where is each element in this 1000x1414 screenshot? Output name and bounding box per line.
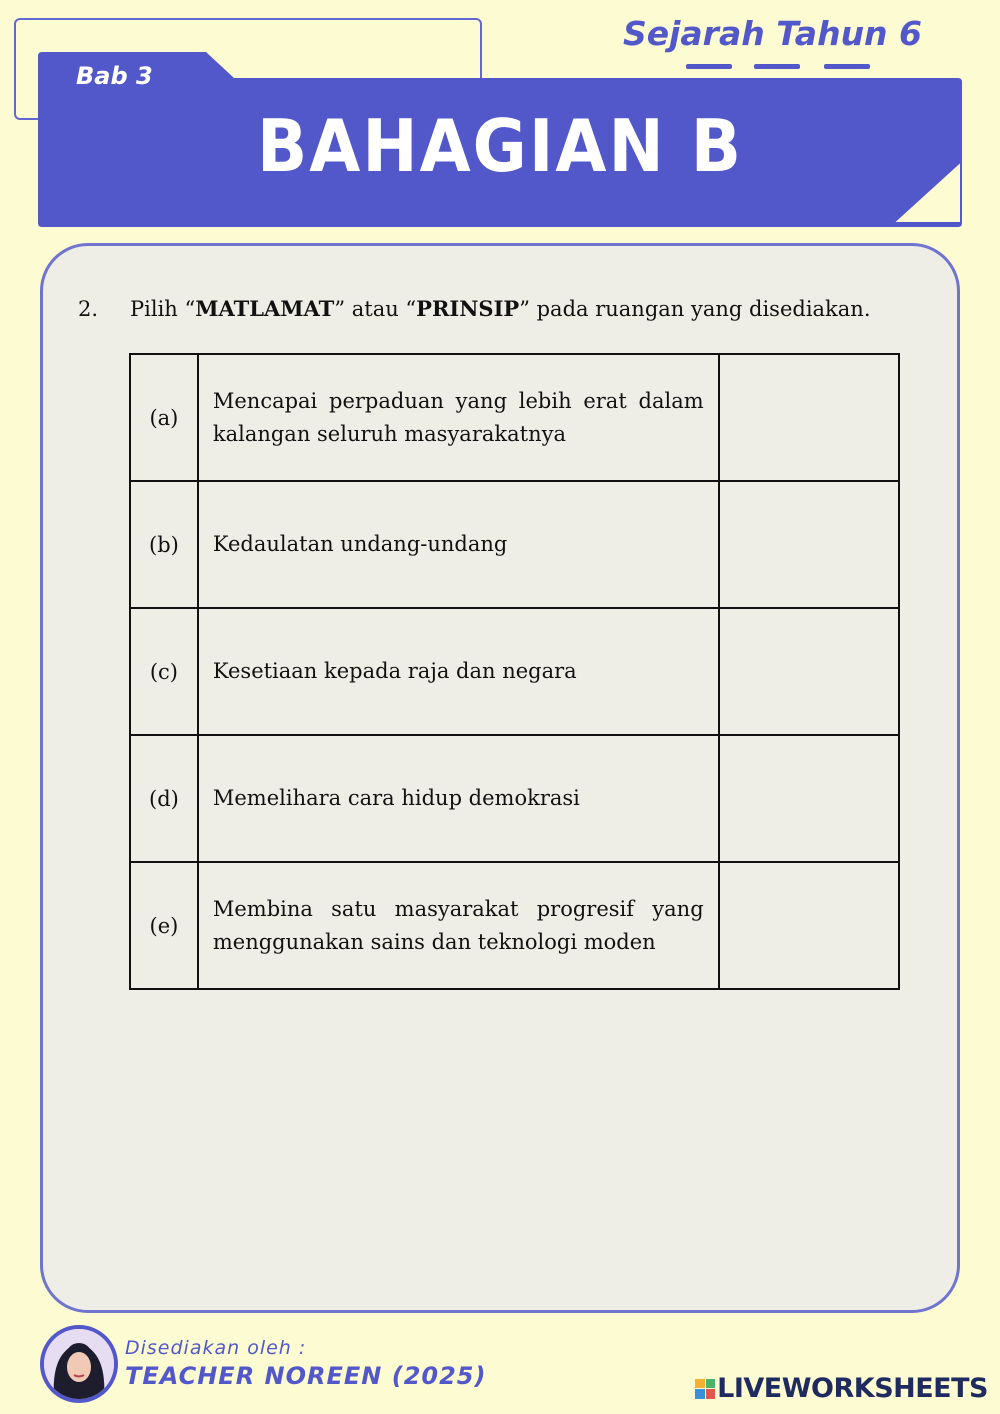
answer-box-b[interactable] [719, 481, 899, 608]
answer-box-d[interactable] [719, 735, 899, 862]
answer-box-c[interactable] [719, 608, 899, 735]
teacher-avatar [40, 1325, 118, 1403]
prepared-by-label: Disediakan oleh : [125, 1337, 307, 1359]
row-statement: Kedaulatan undang-undang [198, 481, 719, 608]
row-statement: Kesetiaan kepada raja dan negara [198, 608, 719, 735]
question-suffix: ” pada ruangan yang disediakan. [519, 297, 871, 321]
section-title: BAHAGIAN B [256, 104, 744, 189]
answer-box-e[interactable] [719, 862, 899, 989]
brand-logo[interactable] [695, 1373, 988, 1404]
teacher-name: TEACHER NOREEN (2025) [125, 1362, 487, 1390]
row-label: (a) [130, 354, 198, 481]
subject-title: Sejarah Tahun 6 [622, 14, 922, 53]
answer-table [129, 353, 900, 990]
avatar-portrait-icon [44, 1329, 114, 1399]
table-row [130, 608, 899, 735]
table-row [130, 862, 899, 989]
brand-grid-icon [695, 1379, 715, 1399]
option-prinsip: PRINSIP [416, 296, 520, 321]
row-statement: Membina satu masyarakat progresif yang menggunakan sains dan teknologi moden [198, 862, 719, 989]
row-label: (c) [130, 608, 198, 735]
row-label: (d) [130, 735, 198, 862]
question-prefix: Pilih “ [130, 297, 196, 321]
question-middle: ” atau “ [334, 297, 417, 321]
answer-box-a[interactable] [719, 354, 899, 481]
table-row [130, 481, 899, 608]
question-number: 2. [78, 297, 99, 321]
row-statement: Mencapai perpaduan yang lebih erat dalam kalangan seluruh masyarakatnya [198, 354, 719, 481]
table-row [130, 354, 899, 481]
row-label: (b) [130, 481, 198, 608]
question-text [78, 296, 871, 321]
option-matlamat: MATLAMAT [195, 296, 335, 321]
chapter-label: Bab 3 [76, 62, 153, 90]
brand-name: LIVEWORKSHEETS [717, 1373, 988, 1404]
table-row [130, 735, 899, 862]
row-label: (e) [130, 862, 198, 989]
row-statement: Memelihara cara hidup demokrasi [198, 735, 719, 862]
